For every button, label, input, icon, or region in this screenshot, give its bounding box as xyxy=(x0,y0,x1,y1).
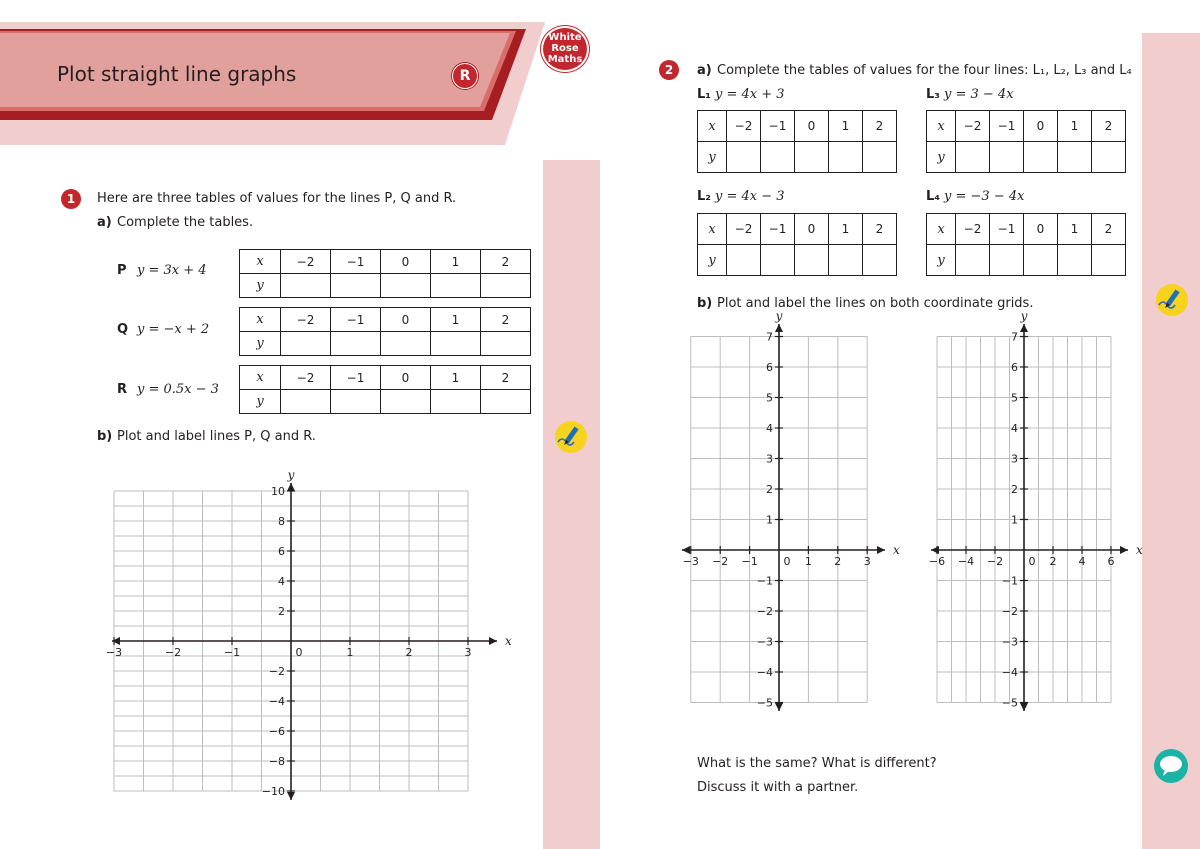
table-l4-x-cell: −2 xyxy=(956,214,990,245)
y-axis-arrow-icon xyxy=(775,703,783,711)
table-q-y-cell[interactable] xyxy=(481,332,531,356)
table-l1-x-cell: 1 xyxy=(829,111,863,142)
table-l3-x-header: x xyxy=(927,111,956,142)
q2-part-a-letter: a) xyxy=(697,63,712,78)
y-tick-label: −4 xyxy=(1001,666,1018,679)
table-l3-x-cell: 0 xyxy=(1024,111,1058,142)
table-q-y-cell[interactable] xyxy=(431,332,481,356)
x-axis-arrow-icon xyxy=(877,546,885,554)
table-l2 xyxy=(697,213,897,276)
table-p-x-cell: 2 xyxy=(481,250,531,274)
table-r xyxy=(239,365,531,414)
table-l4-y-cell[interactable] xyxy=(990,245,1024,276)
y-tick-label: −4 xyxy=(268,695,285,708)
y-tick-label: −2 xyxy=(268,665,285,678)
x-tick-label: −6 xyxy=(928,555,946,568)
table-p-y-cell[interactable] xyxy=(381,274,431,298)
x-tick-label: −2 xyxy=(986,555,1004,568)
table-l1 xyxy=(697,110,897,173)
table-l3-y-cell[interactable] xyxy=(956,142,990,173)
y-tick-label: 3 xyxy=(1011,452,1018,466)
y-tick-label: 2 xyxy=(766,483,773,496)
table-l2-x-cell: −2 xyxy=(727,214,761,245)
y-tick-label: 5 xyxy=(1011,391,1018,405)
table-q-x-cell: 2 xyxy=(481,308,531,332)
x-axis-arrow-icon xyxy=(931,546,939,554)
table-r-x-cell: 0 xyxy=(381,366,431,390)
y-tick-label: 2 xyxy=(278,605,285,618)
x-axis-arrow-icon xyxy=(682,546,690,554)
question-1-number: 1 xyxy=(61,189,81,209)
y-tick-label: −2 xyxy=(756,605,773,618)
logo-line-1: White xyxy=(548,32,582,43)
y-axis-arrow-icon xyxy=(1020,324,1028,332)
table-q-x-cell: 1 xyxy=(431,308,481,332)
question-2-number: 2 xyxy=(659,60,679,80)
y-axis-label: y xyxy=(775,309,783,323)
x-tick-label: 3 xyxy=(464,646,472,659)
reasoning-badge-label: R xyxy=(459,68,471,84)
table-l1-y-cell[interactable] xyxy=(761,142,795,173)
y-tick-label: −1 xyxy=(756,574,773,588)
y-axis-arrow-icon xyxy=(1020,703,1028,711)
speech-bubble-icon xyxy=(1153,748,1189,784)
table-l2-x-cell: −1 xyxy=(761,214,795,245)
x-tick-label: −3 xyxy=(682,555,699,568)
q2-part-b-text: Plot and label the lines on both coordinate grids. xyxy=(717,296,1034,311)
line-q-equation: y = −x + 2 xyxy=(137,322,210,337)
x-tick-label: 0 xyxy=(295,646,303,659)
table-r-y-cell[interactable] xyxy=(281,390,331,414)
table-l1-y-cell[interactable] xyxy=(829,142,863,173)
line-q-letter: Q xyxy=(117,322,129,337)
y-tick-label: −5 xyxy=(756,696,773,710)
table-r-x-cell: −1 xyxy=(331,366,381,390)
table-l1-y-header: y xyxy=(698,142,727,173)
discussion-prompt: Discuss it with a partner. xyxy=(697,780,859,795)
x-tick-label: −2 xyxy=(164,646,182,659)
table-l1-x-cell: 2 xyxy=(863,111,897,142)
q2-part-b-letter: b) xyxy=(697,296,713,311)
table-l4-y-cell[interactable] xyxy=(1058,245,1092,276)
table-l3-x-cell: 1 xyxy=(1058,111,1092,142)
y-tick-label: 3 xyxy=(766,452,773,466)
table-l4-x-cell: 2 xyxy=(1092,214,1126,245)
pencil-icon xyxy=(1155,283,1189,317)
table-p-x-cell: −1 xyxy=(331,250,381,274)
y-tick-label: −5 xyxy=(1001,696,1018,710)
table-l4-x-cell: −1 xyxy=(990,214,1024,245)
table-l2-y-cell[interactable] xyxy=(829,245,863,276)
y-tick-label: 5 xyxy=(766,391,773,405)
x-tick-label: −1 xyxy=(741,555,758,568)
table-l3 xyxy=(926,110,1126,173)
y-axis-arrow-icon xyxy=(775,324,783,332)
table-l4-y-cell[interactable] xyxy=(1092,245,1126,276)
y-tick-label: −10 xyxy=(261,785,285,798)
table-p-x-header: x xyxy=(240,250,281,274)
line-l1-equation: y = 4x + 3 xyxy=(715,87,785,102)
q1-part-a-text: Complete the tables. xyxy=(117,215,254,230)
table-q-y-cell[interactable] xyxy=(281,332,331,356)
x-tick-label: −4 xyxy=(957,555,975,568)
x-axis-label: x xyxy=(1136,543,1143,557)
table-l3-x-cell: −1 xyxy=(990,111,1024,142)
table-l2-y-cell[interactable] xyxy=(727,245,761,276)
line-p-equation: y = 3x + 4 xyxy=(137,263,207,278)
table-l3-x-cell: −2 xyxy=(956,111,990,142)
question-1-text: Here are three tables of values for the lines P, Q and R. xyxy=(97,191,457,206)
table-l3-y-cell[interactable] xyxy=(1058,142,1092,173)
x-tick-label: 1 xyxy=(346,646,354,659)
table-l2-y-cell[interactable] xyxy=(761,245,795,276)
table-l1-x-cell: 0 xyxy=(795,111,829,142)
q2-part-a-text: Complete the tables of values for the four lines: L₁, L₂, L₃ and L₄ xyxy=(717,63,1132,78)
x-tick-label: 0 xyxy=(783,555,791,568)
q1-part-b-letter: b) xyxy=(97,429,113,444)
x-axis-label: x xyxy=(893,543,900,557)
y-axis-label: y xyxy=(1020,309,1028,323)
coordinate-grid-1[interactable] xyxy=(105,460,510,810)
table-q-x-cell: 0 xyxy=(381,308,431,332)
table-l4-x-cell: 1 xyxy=(1058,214,1092,245)
table-l4-y-header: y xyxy=(927,245,956,276)
pencil-icon xyxy=(554,420,588,454)
y-tick-label: 7 xyxy=(766,330,773,344)
y-tick-label: −4 xyxy=(756,666,773,679)
table-l2-y-cell[interactable] xyxy=(863,245,897,276)
x-tick-label: −2 xyxy=(712,555,729,568)
x-tick-label: 2 xyxy=(834,555,842,568)
line-l3-label: L₃ xyxy=(926,87,940,102)
table-q-x-cell: −1 xyxy=(331,308,381,332)
x-axis-arrow-icon xyxy=(1120,546,1128,554)
y-tick-label: 8 xyxy=(278,515,285,528)
left-page-strip xyxy=(543,160,600,849)
table-q xyxy=(239,307,531,356)
table-r-y-cell[interactable] xyxy=(481,390,531,414)
table-r-y-header: y xyxy=(240,390,281,414)
line-l4-equation: y = −3 − 4x xyxy=(944,189,1025,204)
table-p-y-cell[interactable] xyxy=(481,274,531,298)
table-l2-y-cell[interactable] xyxy=(795,245,829,276)
y-tick-label: −8 xyxy=(268,755,285,768)
x-tick-label: 4 xyxy=(1078,555,1086,568)
table-l2-x-cell: 1 xyxy=(829,214,863,245)
q1-part-b-text: Plot and label lines P, Q and R. xyxy=(117,429,316,444)
y-axis-label: y xyxy=(287,468,295,482)
table-l1-y-cell[interactable] xyxy=(795,142,829,173)
logo-line-3: Maths xyxy=(547,54,583,65)
y-tick-label: 6 xyxy=(1011,361,1018,374)
table-r-x-header: x xyxy=(240,366,281,390)
line-l2-equation: y = 4x − 3 xyxy=(715,189,785,204)
table-r-x-cell: 1 xyxy=(431,366,481,390)
y-tick-label: 10 xyxy=(271,485,285,498)
reasoning-badge xyxy=(452,63,478,89)
y-tick-label: 4 xyxy=(766,422,773,435)
y-tick-label: −6 xyxy=(268,725,285,738)
x-axis-arrow-icon xyxy=(112,637,120,645)
table-r-y-cell[interactable] xyxy=(381,390,431,414)
table-l3-x-cell: 2 xyxy=(1092,111,1126,142)
discussion-question: What is the same? What is different? xyxy=(697,756,937,771)
table-p-y-cell[interactable] xyxy=(431,274,481,298)
table-q-x-header: x xyxy=(240,308,281,332)
table-l3-y-header: y xyxy=(927,142,956,173)
y-tick-label: −3 xyxy=(756,635,773,649)
table-l1-x-header: x xyxy=(698,111,727,142)
table-r-y-cell[interactable] xyxy=(431,390,481,414)
table-r-x-cell: 2 xyxy=(481,366,531,390)
y-tick-label: 1 xyxy=(766,513,773,527)
line-l3-equation: y = 3 − 4x xyxy=(944,87,1014,102)
y-tick-label: 4 xyxy=(278,575,285,588)
right-page-strip xyxy=(1142,33,1200,849)
y-tick-label: −1 xyxy=(1001,574,1018,588)
table-p-x-cell: 0 xyxy=(381,250,431,274)
y-tick-label: 1 xyxy=(1011,513,1018,527)
table-p-y-cell[interactable] xyxy=(281,274,331,298)
table-l3-y-cell[interactable] xyxy=(1024,142,1058,173)
y-tick-label: −2 xyxy=(1001,605,1018,618)
q1-part-a-letter: a) xyxy=(97,215,112,230)
x-axis-arrow-icon xyxy=(489,637,497,645)
y-tick-label: 6 xyxy=(278,545,285,558)
table-l4 xyxy=(926,213,1126,276)
line-r-equation: y = 0.5x − 3 xyxy=(137,382,219,397)
y-tick-label: 6 xyxy=(766,361,773,374)
table-l4-x-cell: 0 xyxy=(1024,214,1058,245)
line-l2-label: L₂ xyxy=(697,189,711,204)
table-l2-x-cell: 0 xyxy=(795,214,829,245)
x-tick-label: 6 xyxy=(1107,555,1115,568)
page-title: Plot straight line graphs xyxy=(57,62,297,86)
y-tick-label: 4 xyxy=(1011,422,1018,435)
x-tick-label: 0 xyxy=(1028,555,1036,568)
table-q-y-header: y xyxy=(240,332,281,356)
table-l4-y-cell[interactable] xyxy=(956,245,990,276)
table-q-y-cell[interactable] xyxy=(331,332,381,356)
table-q-y-cell[interactable] xyxy=(381,332,431,356)
table-l4-y-cell[interactable] xyxy=(1024,245,1058,276)
x-axis-label: x xyxy=(505,634,512,648)
table-r-y-cell[interactable] xyxy=(331,390,381,414)
y-tick-label: 2 xyxy=(1011,483,1018,496)
table-l2-x-header: x xyxy=(698,214,727,245)
x-tick-label: 3 xyxy=(863,555,871,568)
x-tick-label: −3 xyxy=(105,646,123,659)
table-p-y-cell[interactable] xyxy=(331,274,381,298)
table-l1-x-cell: −2 xyxy=(727,111,761,142)
y-tick-label: 7 xyxy=(1011,330,1018,344)
x-tick-label: −1 xyxy=(223,646,241,659)
table-q-x-cell: −2 xyxy=(281,308,331,332)
line-l1-label: L₁ xyxy=(697,87,711,102)
table-p-y-header: y xyxy=(240,274,281,298)
y-axis-arrow-icon xyxy=(287,483,295,491)
x-tick-label: 1 xyxy=(804,555,812,568)
table-l3-y-cell[interactable] xyxy=(990,142,1024,173)
table-l4-x-header: x xyxy=(927,214,956,245)
table-l3-y-cell[interactable] xyxy=(1092,142,1126,173)
coordinate-grid-2[interactable] xyxy=(675,308,910,720)
table-r-x-cell: −2 xyxy=(281,366,331,390)
coordinate-grid-3[interactable] xyxy=(918,308,1148,720)
table-l1-x-cell: −1 xyxy=(761,111,795,142)
line-p-letter: P xyxy=(117,263,127,278)
logo-line-2: Rose xyxy=(551,43,579,54)
white-rose-maths-logo xyxy=(541,26,589,72)
table-l1-y-cell[interactable] xyxy=(727,142,761,173)
y-axis-arrow-icon xyxy=(287,792,295,800)
table-l2-x-cell: 2 xyxy=(863,214,897,245)
table-p xyxy=(239,249,531,298)
y-tick-label: −3 xyxy=(1001,635,1018,649)
table-l2-y-header: y xyxy=(698,245,727,276)
table-p-x-cell: 1 xyxy=(431,250,481,274)
table-p-x-cell: −2 xyxy=(281,250,331,274)
line-r-letter: R xyxy=(117,382,128,397)
line-l4-label: L₄ xyxy=(926,189,940,204)
x-tick-label: 2 xyxy=(1049,555,1057,568)
table-l1-y-cell[interactable] xyxy=(863,142,897,173)
x-tick-label: 2 xyxy=(405,646,413,659)
